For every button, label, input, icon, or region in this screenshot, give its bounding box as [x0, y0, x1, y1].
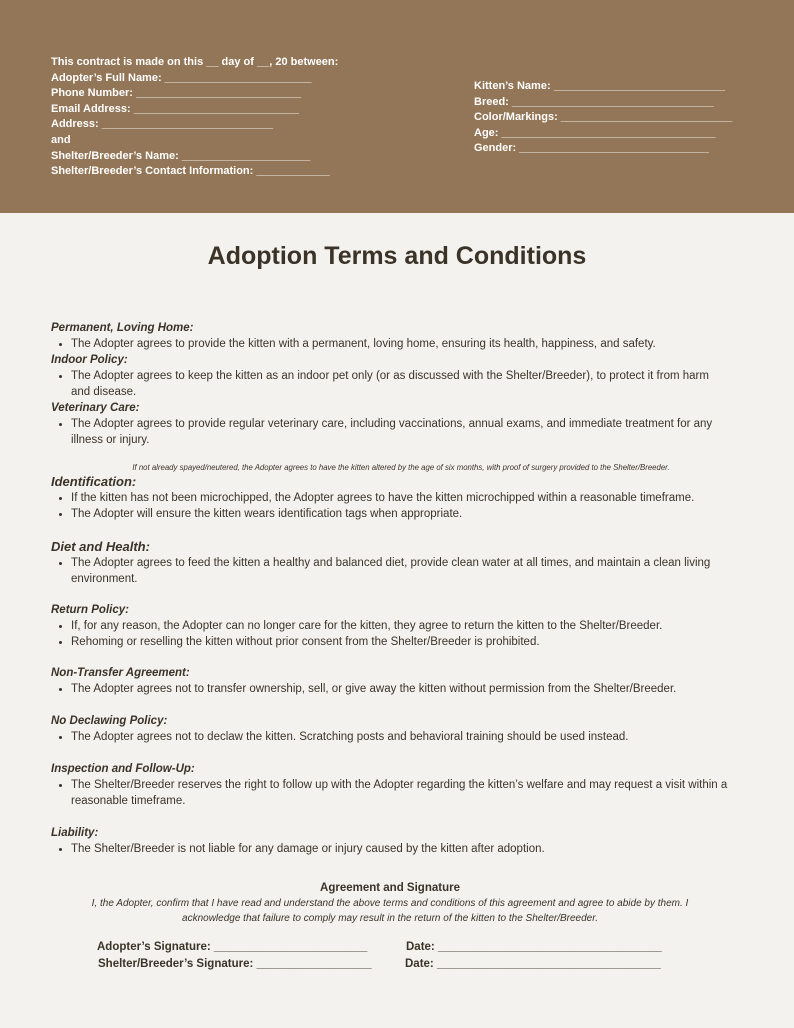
section-list-vet: [51, 416, 731, 448]
shelter-name-field[interactable]: Shelter/Breeder’s Name: _____________________: [51, 149, 311, 162]
section-heading-transfer: Non-Transfer Agreement:: [51, 667, 190, 679]
header-banner: [0, 0, 794, 213]
page-title: Adoption Terms and Conditions: [207, 242, 587, 270]
age-field[interactable]: Age: ___________________________________: [474, 126, 716, 139]
section-list-transfer: [51, 681, 731, 697]
list-item: • Rehoming or reselling the kitten without prior consent from the Shelter/Breeder is prohibited.: [71, 634, 731, 650]
contract-date-line: This contract is made on this __ day of __, 20 between:: [51, 56, 339, 68]
list-item: • The Adopter agrees to provide regular veterinary care, including vaccinations, annual exams, and immediate treatment for any illness or injury.: [71, 416, 731, 448]
email-field[interactable]: Email Address: ___________________________: [51, 102, 299, 115]
section-heading-return: Return Policy:: [51, 604, 129, 616]
list-item: • The Shelter/Breeder reserves the right to follow up with the Adopter regarding the kitten’s welfare and may request a visit within a reasonable timeframe.: [71, 777, 731, 809]
section-list-diet: [51, 555, 731, 587]
section-heading-diet: Diet and Health:: [51, 539, 150, 554]
list-item: • The Adopter agrees to keep the kitten as an indoor pet only (or as discussed with the Shelter/Breeder), to protect it from harm and disease.: [71, 368, 731, 400]
shelter-date-field[interactable]: Date: ___________________________________: [405, 958, 661, 970]
agreement-title: Agreement and Signature: [320, 882, 460, 894]
section-heading-liability: Liability:: [51, 827, 99, 839]
section-heading-vet: Veterinary Care:: [51, 402, 140, 414]
shelter-signature-field[interactable]: Shelter/Breeder’s Signature: __________________: [98, 958, 372, 970]
and-text: and: [51, 133, 71, 146]
adopter-signature-field[interactable]: Adopter’s Signature: ________________________: [97, 941, 368, 953]
color-markings-field[interactable]: Color/Markings: ____________________________: [474, 111, 733, 124]
address-field[interactable]: Address: ____________________________: [51, 118, 274, 131]
list-item: • The Adopter agrees not to transfer ownership, sell, or give away the kitten without permission from the Shelter/Breeder.: [71, 681, 731, 697]
agreement-block: [70, 880, 710, 926]
list-item: • The Adopter agrees to feed the kitten a healthy and balanced diet, provide clean water at all times, and maintain a clean living environment.: [71, 555, 731, 587]
section-list-return: [51, 618, 731, 650]
adopter-info-block: [51, 55, 371, 180]
list-item: • The Shelter/Breeder is not liable for any damage or injury caused by the kitten after adoption.: [71, 841, 731, 857]
section-heading-home: Permanent, Loving Home:: [51, 322, 194, 334]
spay-neuter-note: If not already spayed/neutered, the Adopter agrees to have the kitten altered by the age of six months, with proof of surgery provided to the Shelter/Breeder.: [132, 463, 670, 472]
breed-field[interactable]: Breed: _________________________________: [474, 95, 714, 108]
terms-content: [51, 320, 731, 857]
section-heading-inspection: Inspection and Follow-Up:: [51, 763, 195, 775]
section-list-inspection: [51, 777, 731, 809]
section-heading-identification: Identification:: [51, 474, 137, 489]
section-list-identification: [51, 490, 731, 522]
adopter-name-field[interactable]: Adopter’s Full Name: ________________________: [51, 71, 312, 84]
section-list-liability: [51, 841, 731, 857]
list-item: • The Adopter agrees not to declaw the kitten. Scratching posts and behavioral training should be used instead.: [71, 729, 731, 745]
section-list-indoor: [51, 368, 731, 400]
gender-field[interactable]: Gender: _______________________________: [474, 142, 709, 155]
section-heading-declaw: No Declawing Policy:: [51, 715, 168, 727]
section-list-home: [51, 336, 731, 352]
phone-field[interactable]: Phone Number: ___________________________: [51, 87, 302, 100]
list-item: • If, for any reason, the Adopter can no longer care for the kitten, they agree to return the kitten to the Shelter/Breeder.: [71, 618, 731, 634]
list-item: • The Adopter will ensure the kitten wears identification tags when appropriate.: [71, 506, 731, 522]
agreement-text: I, the Adopter, confirm that I have read and understand the above terms and conditions of this agreement and agree to abide by them. I acknowledge that failure to comply may result in the return of the kitten to the Shelter/Breeder.: [91, 898, 689, 924]
shelter-contact-field[interactable]: Shelter/Breeder’s Contact Information: ____________: [51, 165, 330, 178]
kitten-name-field[interactable]: Kitten’s Name: ____________________________: [474, 80, 725, 92]
section-list-declaw: [51, 729, 731, 745]
kitten-info-block: [474, 79, 774, 157]
list-item: • The Adopter agrees to provide the kitten with a permanent, loving home, ensuring its health, happiness, and safety.: [71, 336, 731, 352]
adopter-date-field[interactable]: Date: ___________________________________: [406, 941, 662, 953]
section-heading-indoor: Indoor Policy:: [51, 354, 128, 366]
list-item: • If the kitten has not been microchipped, the Adopter agrees to have the kitten microchipped within a reasonable timeframe.: [71, 490, 731, 506]
